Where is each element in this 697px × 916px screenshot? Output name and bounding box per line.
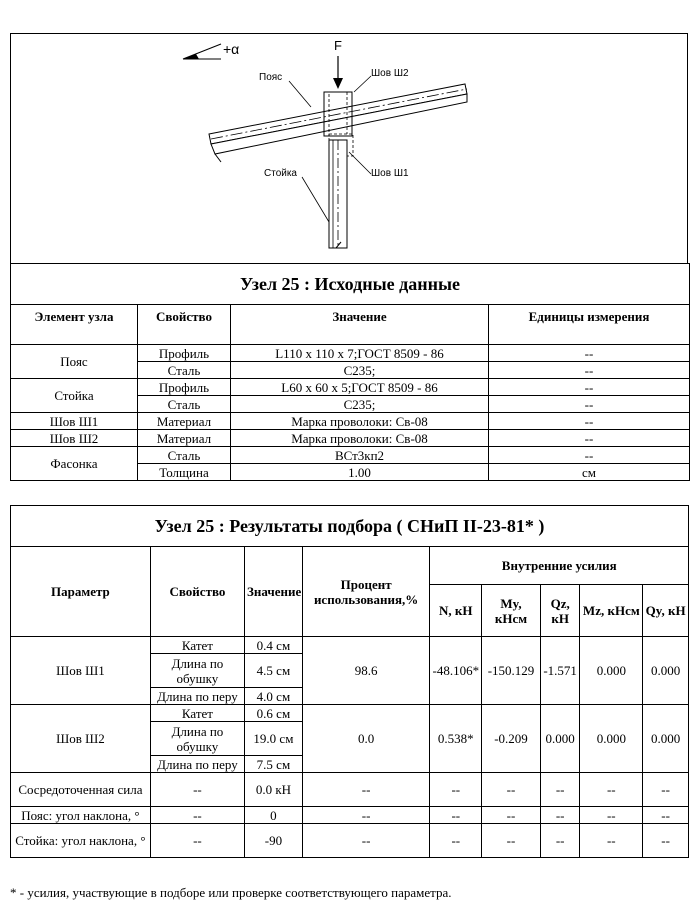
- property-cell: Катет: [150, 637, 244, 654]
- post-member: [329, 140, 347, 248]
- header-property: Свойство: [138, 305, 231, 345]
- property-cell: Длина по перу: [150, 756, 244, 773]
- value-cell: 0: [245, 807, 303, 824]
- unit-cell: --: [489, 345, 690, 362]
- weld1-label: Шов Ш1: [371, 168, 409, 179]
- value-cell: Марка проволоки: Св-08: [231, 430, 489, 447]
- property-cell: --: [150, 807, 244, 824]
- qy-cell: --: [643, 824, 689, 858]
- unit-cell: --: [489, 396, 690, 413]
- value-cell: 1.00: [231, 464, 489, 481]
- input-title: Узел 25 : Исходные данные: [11, 264, 690, 305]
- my-cell: --: [482, 773, 541, 807]
- value-cell: 0.6 см: [245, 705, 303, 722]
- value-cell: 0.4 см: [245, 637, 303, 654]
- value-cell: ВСт3кп2: [231, 447, 489, 464]
- unit-cell: --: [489, 430, 690, 447]
- element-gusset: Фасонка: [11, 447, 138, 481]
- param-concentrated-force: Сосредоточенная сила: [11, 773, 151, 807]
- n-cell: 0.538*: [430, 705, 482, 773]
- node-diagram: [10, 33, 688, 264]
- qz-cell: --: [540, 824, 580, 858]
- my-cell: --: [482, 824, 541, 858]
- angle-label: +α: [223, 41, 240, 57]
- element-chord: Пояс: [11, 345, 138, 379]
- property-cell: Длина по обушку: [150, 722, 244, 756]
- value-cell: C235;: [231, 362, 489, 379]
- property-cell: Профиль: [138, 379, 231, 396]
- property-cell: Профиль: [138, 345, 231, 362]
- post-label: Стойка: [264, 168, 297, 179]
- my-cell: -0.209: [482, 705, 541, 773]
- property-cell: Длина по обушку: [150, 654, 244, 688]
- header-parameter: Параметр: [11, 547, 151, 637]
- mz-cell: --: [580, 807, 643, 824]
- qz-cell: --: [540, 773, 580, 807]
- value-cell: 19.0 см: [245, 722, 303, 756]
- mz-cell: 0.000: [580, 705, 643, 773]
- value-cell: 4.5 см: [245, 654, 303, 688]
- qy-cell: --: [643, 773, 689, 807]
- my-cell: --: [482, 807, 541, 824]
- mz-cell: 0.000: [580, 637, 643, 705]
- n-cell: --: [430, 824, 482, 858]
- input-data-table: [10, 263, 690, 481]
- value-cell: 7.5 см: [245, 756, 303, 773]
- header-qy: Qy, кН: [643, 585, 689, 637]
- value-cell: 4.0 см: [245, 688, 303, 705]
- value-cell: L110 x 110 x 7;ГОСТ 8509 - 86: [231, 345, 489, 362]
- property-cell: Сталь: [138, 362, 231, 379]
- property-cell: Сталь: [138, 396, 231, 413]
- element-weld1: Шов Ш1: [11, 413, 138, 430]
- qy-cell: 0.000: [643, 637, 689, 705]
- mz-cell: --: [580, 773, 643, 807]
- percent-cell: --: [302, 773, 430, 807]
- results-table: [10, 505, 689, 858]
- node-drawing: [11, 34, 687, 264]
- header-my: My, кНсм: [482, 585, 541, 637]
- property-cell: --: [150, 773, 244, 807]
- force-label: F: [334, 38, 342, 53]
- param-post-angle: Стойка: угол наклона, °: [11, 824, 151, 858]
- header-value: Значение: [231, 305, 489, 345]
- header-percent: Процент использования,%: [302, 547, 430, 637]
- unit-cell: --: [489, 447, 690, 464]
- value-cell: L60 x 60 x 5;ГОСТ 8509 - 86: [231, 379, 489, 396]
- header-property: Свойство: [150, 547, 244, 637]
- mz-cell: --: [580, 824, 643, 858]
- header-n: N, кН: [430, 585, 482, 637]
- header-qz: Qz, кН: [540, 585, 580, 637]
- unit-cell: --: [489, 362, 690, 379]
- element-post: Стойка: [11, 379, 138, 413]
- param-weld2: Шов Ш2: [11, 705, 151, 773]
- n-cell: --: [430, 773, 482, 807]
- percent-cell: --: [302, 824, 430, 858]
- percent-cell: --: [302, 807, 430, 824]
- element-weld2: Шов Ш2: [11, 430, 138, 447]
- header-unit: Единицы измерения: [489, 305, 690, 345]
- angle-symbol-icon: [183, 44, 221, 59]
- results-title: Узел 25 : Результаты подбора ( СНиП II-23-81* ): [11, 506, 689, 547]
- property-cell: Толщина: [138, 464, 231, 481]
- value-cell: -90: [245, 824, 303, 858]
- header-mz: Mz, кНсм: [580, 585, 643, 637]
- footnote: * - усилия, участвующие в подборе или проверке соответствующего параметра.: [10, 885, 452, 900]
- property-cell: Материал: [138, 430, 231, 447]
- percent-cell: 0.0: [302, 705, 430, 773]
- qz-cell: 0.000: [540, 705, 580, 773]
- value-cell: 0.0 кН: [245, 773, 303, 807]
- weld2-label: Шов Ш2: [371, 68, 409, 79]
- qz-cell: -1.571: [540, 637, 580, 705]
- my-cell: -150.129: [482, 637, 541, 705]
- header-internal-forces: Внутренние усилия: [430, 547, 689, 585]
- header-value: Значение: [245, 547, 303, 637]
- value-cell: Марка проволоки: Св-08: [231, 413, 489, 430]
- qy-cell: 0.000: [643, 705, 689, 773]
- param-weld1: Шов Ш1: [11, 637, 151, 705]
- property-cell: --: [150, 824, 244, 858]
- header-element: Элемент узла: [11, 305, 138, 345]
- qy-cell: --: [643, 807, 689, 824]
- percent-cell: 98.6: [302, 637, 430, 705]
- unit-cell: --: [489, 379, 690, 396]
- param-chord-angle: Пояс: угол наклона, °: [11, 807, 151, 824]
- n-cell: --: [430, 807, 482, 824]
- property-cell: Сталь: [138, 447, 231, 464]
- property-cell: Длина по перу: [150, 688, 244, 705]
- qz-cell: --: [540, 807, 580, 824]
- unit-cell: --: [489, 413, 690, 430]
- unit-cell: см: [489, 464, 690, 481]
- property-cell: Катет: [150, 705, 244, 722]
- force-arrow-icon: [333, 56, 343, 89]
- property-cell: Материал: [138, 413, 231, 430]
- n-cell: -48.106*: [430, 637, 482, 705]
- value-cell: C235;: [231, 396, 489, 413]
- chord-label: Пояс: [259, 72, 283, 83]
